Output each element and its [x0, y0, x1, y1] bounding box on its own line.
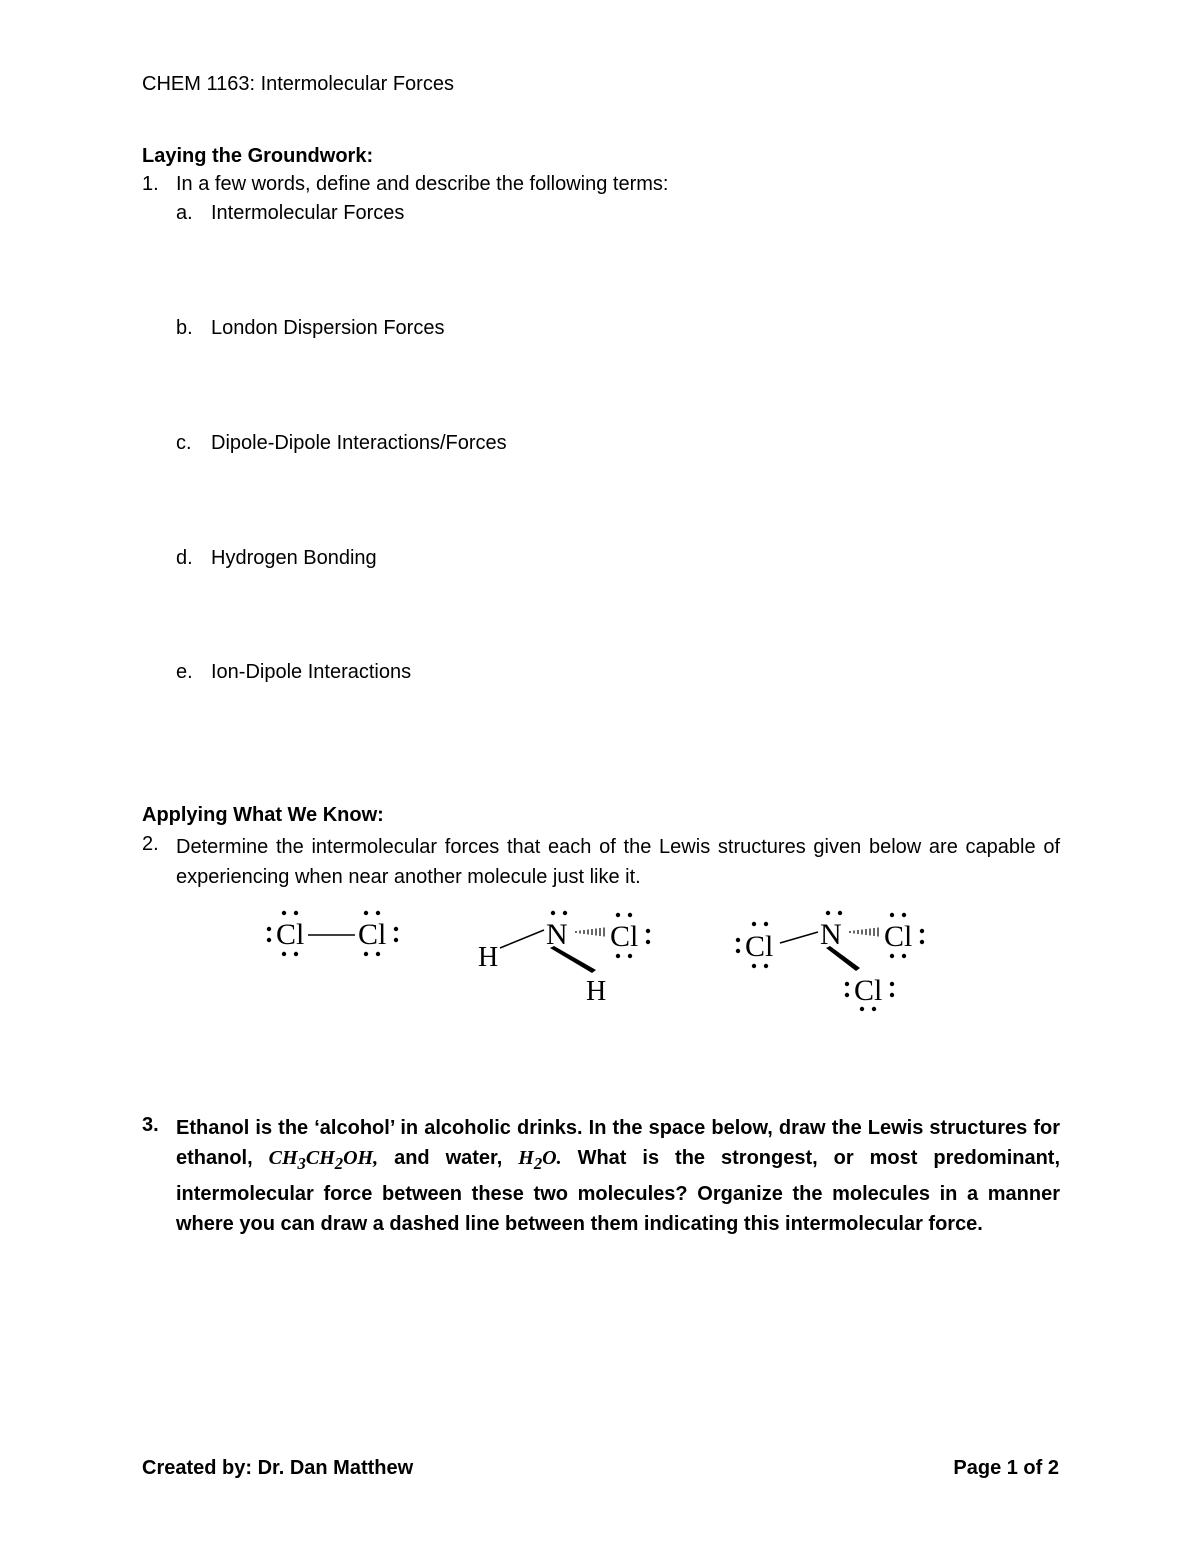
water-formula: $H_2O$.: [518, 1147, 562, 1173]
lewis-structures-figure: [250, 900, 970, 1020]
term-dipole-dipole: Dipole-Dipole Interactions/Forces: [211, 432, 507, 454]
question-3-text: Ethanol is the ‘alcohol’ in alcoholic drinks. In the space below, draw the Lewis structures for ethanol, $CH_3CH_2OH$, and water, $H_2O$. What is the strongest, or most predominant, intermolecular force between these two molecules? Organize the molecules in a manner where you can draw a dashed line between them indicating this intermolecular force.: [176, 1117, 1061, 1235]
term-london-dispersion: London Dispersion Forces: [211, 317, 445, 339]
lewis-structure-cl2: [267, 911, 398, 956]
term-intermolecular-forces: Intermolecular Forces: [211, 202, 405, 224]
question-1-text: In a few words, define and describe the following terms:: [176, 173, 669, 195]
svg-text:Cl: Cl: [610, 920, 639, 953]
term-letter-e: e.: [176, 661, 193, 683]
svg-text:H: H: [586, 976, 607, 1007]
question-2-text: Determine the intermolecular forces that each of the Lewis structures given below are capable of experiencing when near another molecule just like it.: [176, 836, 1060, 888]
svg-text:Cl: Cl: [276, 918, 305, 951]
lewis-structure-nh2cl: [478, 911, 650, 1007]
section-heading-applying: Applying What We Know:: [142, 804, 384, 826]
svg-text:H: H: [478, 942, 499, 973]
svg-text:Cl: Cl: [745, 930, 774, 963]
svg-text:Cl: Cl: [358, 918, 387, 951]
section-heading-groundwork: Laying the Groundwork:: [142, 145, 374, 167]
term-letter-a: a.: [176, 202, 193, 224]
footer-author: Created by: Dr. Dan Matthew: [142, 1457, 414, 1479]
footer-page-number: Page 1 of 2: [953, 1457, 1059, 1479]
term-letter-c: c.: [176, 432, 192, 454]
svg-text:N: N: [546, 918, 568, 951]
term-hydrogen-bonding: Hydrogen Bonding: [211, 547, 377, 569]
lewis-structure-ncl3: [736, 911, 924, 1011]
term-letter-b: b.: [176, 317, 193, 339]
svg-text:N: N: [820, 918, 842, 951]
question-3-number: 3.: [142, 1114, 159, 1136]
question-1-number: 1.: [142, 173, 159, 195]
term-letter-d: d.: [176, 547, 193, 569]
svg-text:Cl: Cl: [884, 920, 913, 953]
page-title: CHEM 1163: Intermolecular Forces: [142, 73, 454, 95]
question-2-number: 2.: [142, 833, 159, 855]
ethanol-formula: $CH_3CH_2OH$,: [268, 1147, 379, 1173]
svg-text:Cl: Cl: [854, 974, 883, 1007]
term-ion-dipole: Ion-Dipole Interactions: [211, 661, 412, 683]
